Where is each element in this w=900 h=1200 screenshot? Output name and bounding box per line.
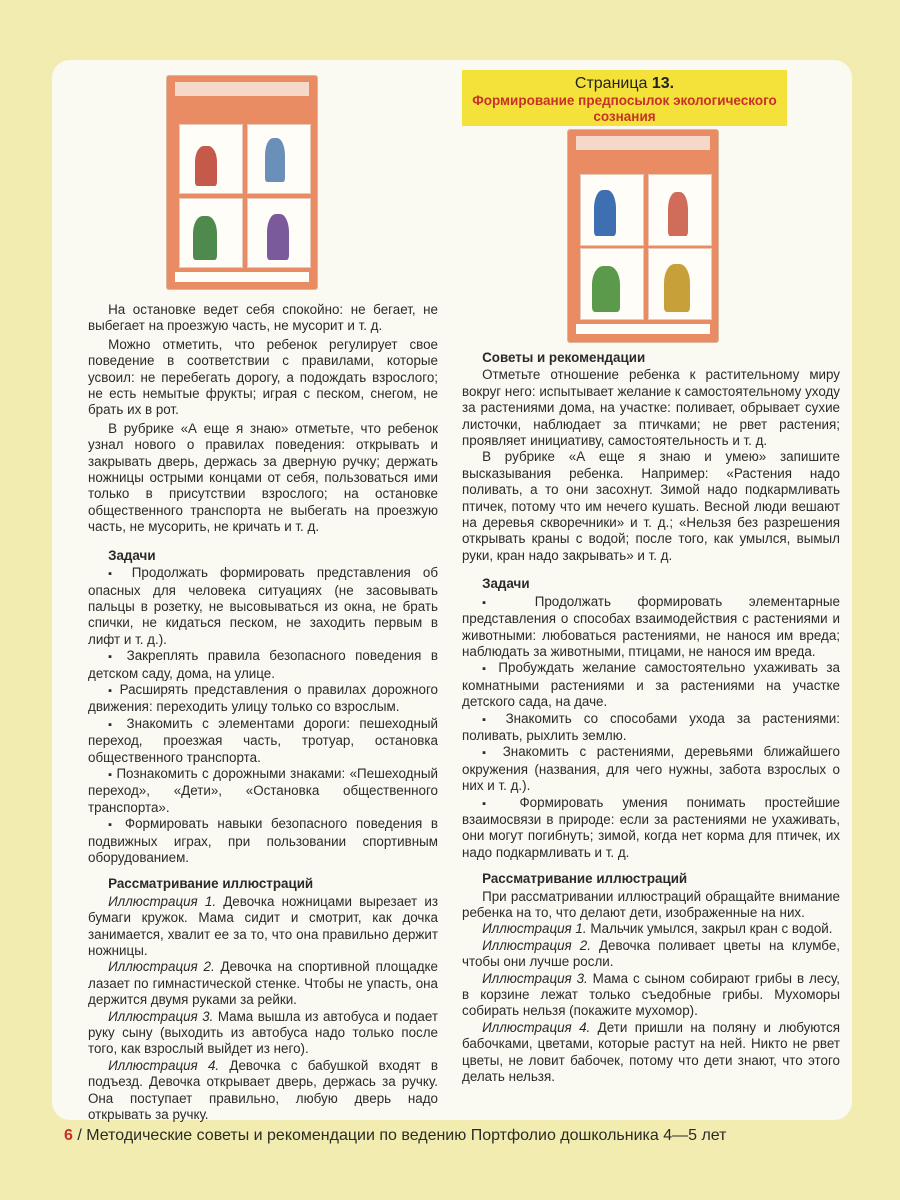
paragraph: В рубрике «А еще я знаю и умею» запишите высказывания ребенка. Например: «Растения надо поливать, а то они засохнут. Зимой надо подкармливать птичек, потому что им нечего кушать. Весной люди вешают на деревья скворечники» и т. д.; «Нельзя без разрешения открывать краны с водой; после того, как умылся, вымыл руки, кран надо закрывать» и т. д. bbox=[462, 449, 840, 563]
section-header bbox=[462, 70, 787, 126]
task-item: ▪ Расширять представления о правилах дорожного движения: переходить улицу только со взрослым. bbox=[88, 682, 438, 716]
page-label: Страница 13. bbox=[574, 75, 675, 92]
illustrations-heading: Рассматривание иллюстраций bbox=[482, 871, 688, 887]
illustration-item: Иллюстрация 4. Девочка с бабушкой входят в подъезд. Девочка открывает дверь, держась за ручку. Она поступает правильно, любую дверь надо открывать за ручку. bbox=[88, 1057, 438, 1123]
illustration-item: Иллюстрация 2. Девочка на спортивной площадке лазает по гимнастической стенке. Чтобы не упасть, она держится двумя руками за рейки. bbox=[88, 959, 438, 1008]
tasks-heading: Задачи bbox=[482, 576, 530, 592]
left-page-thumbnail bbox=[167, 76, 317, 289]
task-item: ▪ Продолжать формировать представления об опасных для человека ситуациях (не засовывать пальцы в розетку, не высовываться из окна, не брать спички, не кидаться песком, не заходить первым в лифт и т. д.). bbox=[88, 565, 438, 648]
footer-text: / Методические советы и рекомендации по ведению Портфолио дошкольника 4—5 лет bbox=[77, 1127, 727, 1144]
illustration-item: Иллюстрация 3. Мама вышла из автобуса и подает руку сыну (выходить из автобуса надо только после того, как взрослый выйдет из него). bbox=[88, 1008, 438, 1057]
illustration-item: Иллюстрация 1. Мальчик умылся, закрыл кран с водой. bbox=[482, 921, 833, 937]
paragraph: На остановке ведет себя спокойно: не бегает, не выбегает на проезжую часть, не мусорит и т. д. bbox=[88, 302, 438, 334]
page-footer bbox=[64, 1127, 727, 1145]
task-item: ▪ Пробуждать желание самостоятельно ухаживать за комнатными растениями и за растениями на участке детского сада, на даче. bbox=[462, 660, 840, 710]
paragraph: При рассматривании иллюстраций обращайте внимание ребенка на то, что делают дети, изображенные на них. bbox=[462, 888, 840, 920]
task-item: ▪ Знакомить со способами ухода за растениями: поливать, рыхлить землю. bbox=[462, 711, 840, 745]
task-item: ▪ Знакомить с элементами дороги: пешеходный переход, проезжая часть, тротуар, остановка общественного транспорта. bbox=[88, 716, 438, 766]
right-column bbox=[462, 350, 840, 1085]
paragraph: В рубрике «А еще я знаю» отметьте, что ребенок узнал нового о правилах поведения: открывать и закрывать дверь, держась за дверную ручку; держать ножницы острыми концами от себя, пользоваться ими только в присутствии взрослого; на остановке общественного транспорта не выбегать на проезжую часть, не мусорить, не кричать и т. д. bbox=[88, 420, 438, 535]
task-item: ▪ Знакомить с растениями, деревьями ближайшего окружения (названия, для чего нужны, забота взрослых о них и т. д.). bbox=[462, 744, 840, 794]
illustration-item: Иллюстрация 4. Дети пришли на поляну и любуются бабочками, цветами, которые растут на ней. Никто не рвет цветы, не ловит бабочек, потому что дети знают, что этого делать нельзя. bbox=[462, 1019, 840, 1085]
left-column bbox=[88, 302, 438, 1124]
task-item: ▪ Формировать навыки безопасного поведения в подвижных играх, при пользовании спортивным оборудованием. bbox=[88, 816, 438, 866]
right-page-thumbnail bbox=[568, 130, 718, 342]
section-title: Формирование предпосылок экологического сознания bbox=[472, 93, 777, 124]
illustration-item: Иллюстрация 3. Мама с сыном собирают грибы в лесу, в корзине лежат только съедобные грибы. Мухоморы собирать нельзя (покажите мухомор). bbox=[462, 970, 840, 1019]
task-item: ▪ Познакомить с дорожными знаками: «Пешеходный переход», «Дети», «Остановка общественного транспорта». bbox=[88, 766, 438, 816]
task-item: ▪ Закреплять правила безопасного поведения в детском саду, дома, на улице. bbox=[88, 648, 438, 682]
task-item: ▪ Формировать умения понимать простейшие взаимосвязи в природе: если за растениями не ухаживать, они могут погибнуть; зимой, когда нет корма для птичек, их надо подкармливать и т. д. bbox=[462, 795, 840, 862]
paragraph: Можно отметить, что ребенок регулирует свое поведение в соответствии с правилами, которые усвоил: не перебегать дорогу, а подождать взрослого; не есть немытые фрукты; играя с песком, снегом, не брать их в рот. bbox=[88, 336, 438, 418]
illustration-item: Иллюстрация 1. Девочка ножницами вырезает из бумаги кружок. Мама сидит и смотрит, как дочка занимается, хвалит ее за то, что она правильно держит ножницы. bbox=[88, 893, 438, 959]
advice-heading: Советы и рекомендации bbox=[482, 350, 646, 365]
task-item: ▪ Продолжать формировать элементарные представления о способах взаимодействия с растениями и животными: любоваться растениями, не нанося им вреда; наблюдать за животными, птицами, не нанося им вреда. bbox=[462, 594, 840, 661]
paragraph: Отметьте отношение ребенка к растительному миру вокруг него: испытывает желание к самостоятельному уходу за растениями дома, на участке: поливает, обрывает сухие листочки, наблюдает за птичками; не рвет растения; проявляет инициативу, самостоятельность и т. д. bbox=[462, 367, 840, 449]
tasks-heading: Задачи bbox=[108, 547, 156, 563]
page-number: 6 bbox=[64, 1127, 73, 1144]
illustration-item: Иллюстрация 2. Девочка поливает цветы на клумбе, чтобы они лучше росли. bbox=[462, 937, 840, 970]
illustrations-heading: Рассматривание иллюстраций bbox=[108, 876, 314, 892]
